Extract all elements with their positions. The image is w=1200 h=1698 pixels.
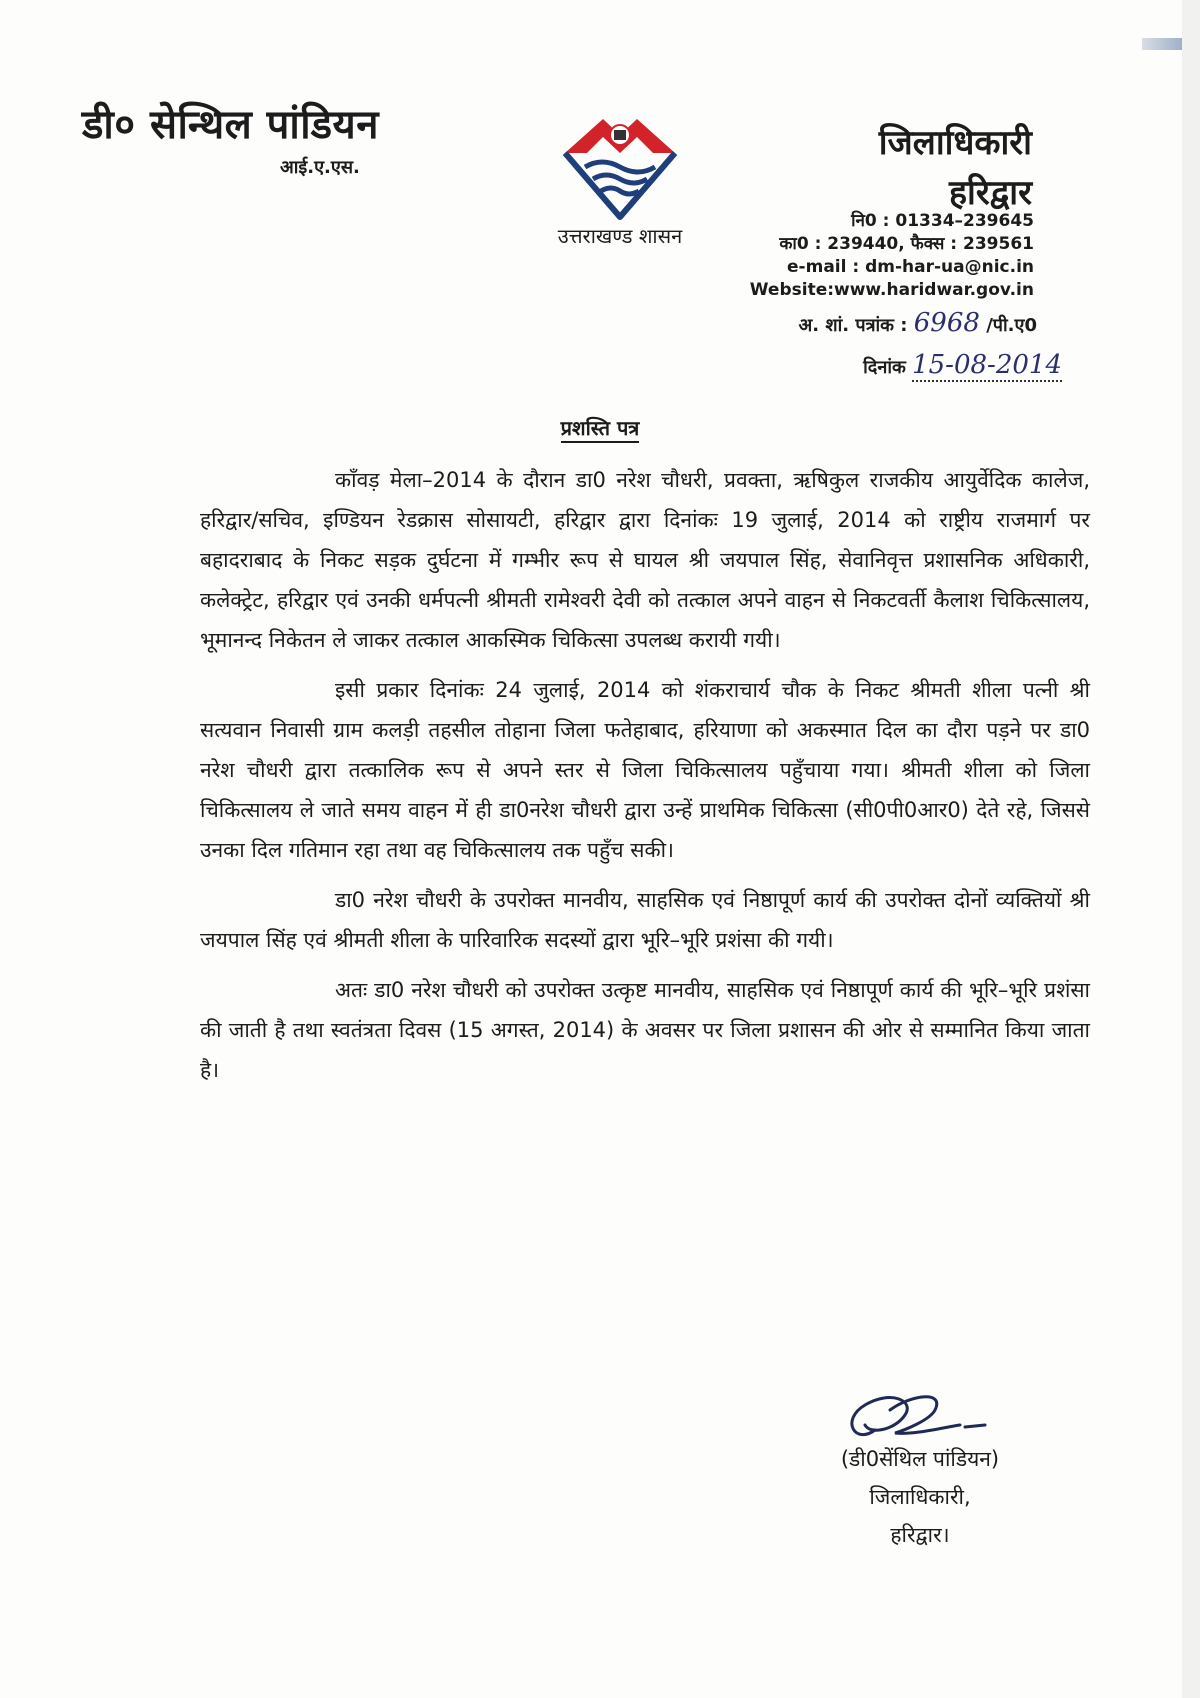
- date-label: दिनांक: [863, 357, 906, 378]
- letter-body: [200, 460, 1090, 1100]
- paragraph: काँवड़ मेला–2014 के दौरान डा0 नरेश चौधरी, प्रवक्ता, ऋषिकुल राजकीय आयुर्वेदिक कालेज, हरिद्वार/सचिव, इण्डियन रेडक्रास सोसायटी, हरिद्वार द्वारा दिनांकः 19 जुलाई, 2014 को राष्ट्रीय राजमार्ग पर बहादराबाद के निकट सड़क दुर्घटना में गम्भीर रूप से घायल श्री जयपाल सिंह, सेवानिवृत्त प्रशासनिक अधिकारी, कलेक्ट्रेट, हरिद्वार एवं उनकी धर्मपत्नी श्रीमती रामेश्वरी देवी को तत्काल अपने वाहन से निकटवर्ती कैलाश चिकित्सालय, भूमानन्द निकेतन ले जाकर तत्काल आकस्मिक चिकित्सा उपलब्ध करायी गयी।: [200, 468, 1090, 652]
- contact-block: [750, 210, 1034, 302]
- ref-number: 6968: [913, 308, 980, 338]
- date-value: 15-08-2014: [912, 350, 1062, 380]
- office-fax: का0 : 239440, फैक्स : 239561: [779, 234, 1034, 254]
- heading-text: प्रशस्ति पत्र: [561, 416, 640, 443]
- ref-suffix: /पी.ए0: [986, 315, 1037, 336]
- govt-name: उत्तराखण्ड शासन: [557, 224, 683, 248]
- signatory-name: (डी0सेंथिल पांडियन): [840, 1447, 1000, 1471]
- office-title-line: जिलाधिकारी: [878, 123, 1032, 163]
- uttarakhand-emblem-icon: [555, 105, 685, 225]
- residence-phone: नि0 : 01334–239645: [851, 211, 1034, 231]
- website: Website:www.haridwar.gov.in: [749, 280, 1034, 300]
- date-line: [863, 350, 1062, 380]
- reference-line: [799, 308, 1038, 338]
- signatory-designation: जिलाधिकारी,: [869, 1485, 971, 1509]
- paragraph: इसी प्रकार दिनांकः 24 जुलाई, 2014 को शंकराचार्य चौक के निकट श्रीमती शीला पत्नी श्री सत्यवान निवासी ग्राम कलड़ी तहसील तोहाना जिला फतेहाबाद, हरियाणा को अकस्मात दिल का दौरा पड़ने पर डा0 नरेश चौधरी द्वारा तत्कालिक रूप से अपने स्तर से जिला चिकित्सालय पहुँचाया गया। श्रीमती शीला को जिला चिकित्सालय ले जाते समय वाहन में ही डा0नरेश चौधरी द्वारा उन्हें प्राथमिक चिकित्सा (सी0पी0आर0) देते रहे, जिससे उनका दिल गतिमान रहा तथा वह चिकित्सालय तक पहुँच सकी।: [200, 678, 1090, 862]
- signatory-place: हरिद्वार।: [890, 1523, 950, 1547]
- office-title: [879, 118, 1032, 218]
- scan-edge-mark: [1142, 38, 1182, 50]
- paragraph: अतः डा0 नरेश चौधरी को उपरोक्त उत्कृष्ट मानवीय, साहसिक एवं निष्ठापूर्ण कार्य की भूरि–भूरि प्रशंसा की जाती है तथा स्वतंत्रता दिवस (15 अगस्त, 2014) के अवसर पर जिला प्रशासन की ओर से सम्मानित किया जाता है।: [200, 978, 1090, 1082]
- ref-label: अ. शां. पत्रांक :: [798, 315, 908, 336]
- email: e-mail : dm-har-ua@nic.in: [787, 257, 1034, 277]
- paragraph: डा0 नरेश चौधरी के उपरोक्त मानवीय, साहसिक एवं निष्ठापूर्ण कार्य की उपरोक्त दोनों व्यक्तियों श्री जयपाल सिंह एवं श्रीमती शीला के पारिवारिक सदस्यों द्वारा भूरि–भूरि प्रशंसा की गयी।: [200, 888, 1090, 952]
- sender-service: आई.ए.एस.: [280, 157, 360, 178]
- sender-name: डी० सेन्थिल पांडियन: [82, 101, 379, 148]
- letter-heading: [0, 414, 1200, 441]
- office-title-line: हरिद्वार: [948, 173, 1032, 213]
- signature-block: [810, 1440, 1030, 1554]
